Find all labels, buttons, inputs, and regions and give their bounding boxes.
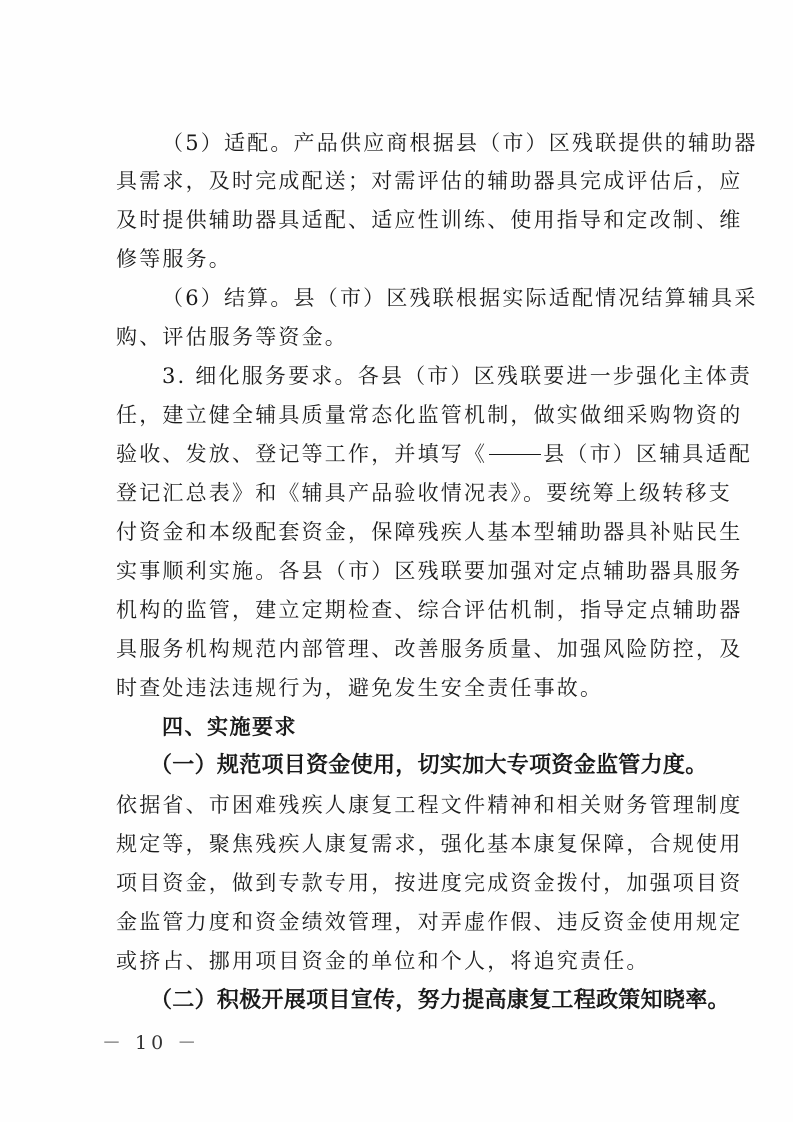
line-text-after-blank: 县（市）区辅具适配 (543, 442, 753, 466)
paragraph-line: 机构的监管，建立定期检查、综合评估机制，指导定点辅助器 (116, 598, 743, 622)
paragraph-line: 3. 细化服务要求。各县（市）区残联要进一步强化主体责 (162, 364, 753, 388)
paragraph-line: 购、评估服务等资金。 (116, 325, 348, 349)
paragraph-line: 任，建立健全辅具质量常态化监管机制，做实做细采购物资的 (116, 403, 743, 427)
paragraph-line: 时查处违法违规行为，避免发生安全责任事故。 (116, 676, 604, 700)
paragraph-line: 实事顺利实施。各县（市）区残联要加强对定点辅助器具服务 (116, 559, 743, 583)
paragraph-line: 及时提供辅助器具适配、适应性训练、使用指导和定改制、维 (116, 208, 743, 232)
paragraph-line: （5）适配。产品供应商根据县（市）区残联提供的辅助器 (162, 131, 758, 155)
line-text-before-blank: 验收、发放、登记等工作，并填写《 (116, 442, 488, 466)
paragraph-line: 项目资金，做到专款专用，按进度完成资金拨付，加强项目资 (116, 871, 743, 895)
section-heading: 四、实施要求 (162, 715, 297, 739)
subsection-title: （一）规范项目资金使用，切实加大专项资金监管力度。 (150, 753, 708, 778)
page-number: － 10 － (102, 1032, 201, 1054)
paragraph-line-with-blank (116, 439, 752, 469)
paragraph-line: 依据省、市困难残疾人康复工程文件精神和相关财务管理制度 (116, 793, 743, 817)
paragraph-line: 或挤占、挪用项目资金的单位和个人，将追究责任。 (116, 949, 650, 973)
subsection-title: （二）积极开展项目宣传，努力提高康复工程政策知晓率。 (150, 988, 730, 1013)
paragraph-line: 付资金和本级配套资金，保障残疾人基本型辅助器具补贴民生 (116, 520, 743, 544)
paragraph-line: 金监管力度和资金绩效管理，对弄虚作假、违反资金使用规定 (116, 910, 743, 934)
paragraph-line: 规定等，聚焦残疾人康复需求，强化基本康复保障，合规使用 (116, 832, 743, 856)
paragraph-line: 具需求，及时完成配送；对需评估的辅助器具完成评估后，应 (116, 169, 743, 193)
paragraph-line: （6）结算。县（市）区残联根据实际适配情况结算辅具采 (162, 286, 758, 310)
paragraph-line: 具服务机构规范内部管理、改善服务质量、加强风险防控，及 (116, 637, 743, 661)
fill-in-blank (489, 454, 541, 455)
paragraph-line: 登记汇总表》和《辅具产品验收情况表》。要统筹上级转移支 (116, 481, 732, 505)
paragraph-line: 修等服务。 (116, 247, 232, 271)
